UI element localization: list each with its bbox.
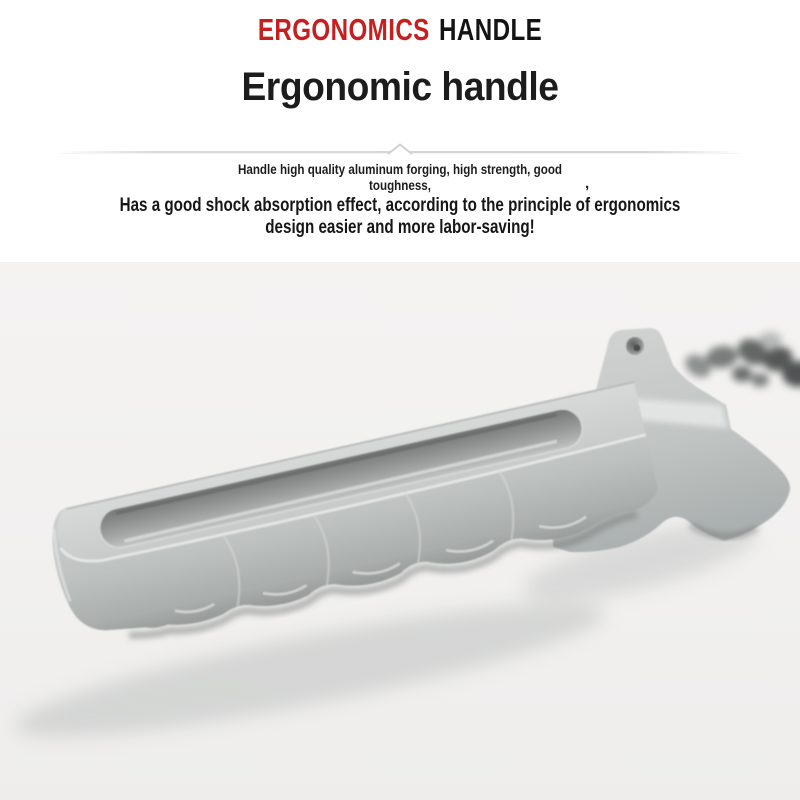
eyebrow-word-black: HANDLE — [439, 12, 543, 47]
eyebrow-heading — [88, 12, 712, 48]
description-large — [80, 195, 720, 238]
description-large-line1: Has a good shock absorption effect, according to the principle of ergonomics — [119, 195, 681, 216]
description-small — [68, 161, 732, 193]
description-small-line1: Handle high quality aluminum forging, high strength, good — [237, 161, 563, 177]
product-photo — [0, 262, 800, 800]
description-small-line2: toughness, — [369, 177, 431, 193]
description-large-line2: design easier and more labor-saving! — [265, 216, 535, 238]
caret-up-icon — [387, 143, 413, 155]
eyebrow-word-red: ERGONOMICS — [257, 12, 430, 47]
page-title: Ergonomic handle — [241, 65, 559, 109]
stray-comma: , — [585, 175, 590, 192]
rivet-pin-center — [634, 345, 641, 352]
handle-illustration — [0, 262, 800, 800]
